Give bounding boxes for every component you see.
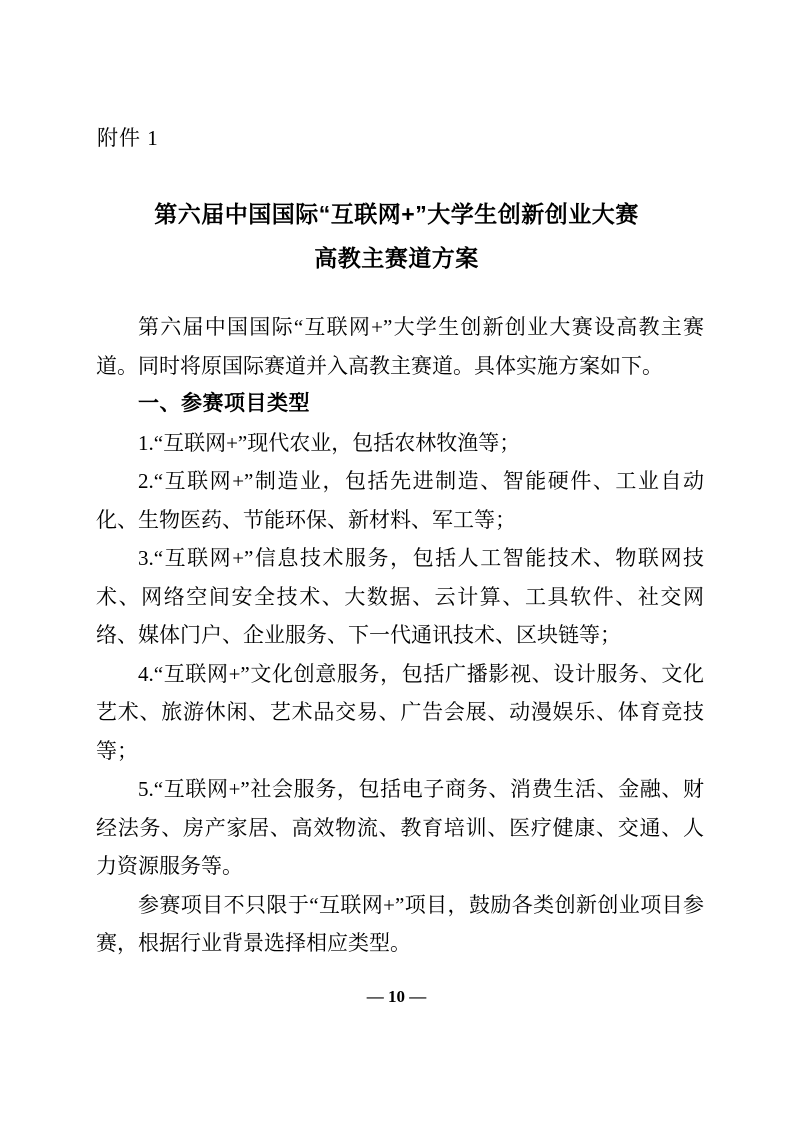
attachment-label: 附件 1 [97, 126, 159, 150]
title-line-1: 第六届中国国际“互联网+”大学生创新创业大赛 [154, 201, 639, 227]
section-heading: 一、参赛项目类型 [138, 392, 310, 415]
list-item-2: 2.“互联网+”制造业，包括先进制造、智能硬件、工业自动化、生物医药、节能环保、新材料、军工等； [96, 469, 704, 532]
document-body [96, 308, 704, 963]
list-item-5: 5.“互联网+”社会服务，包括电子商务、消费生活、金融、财经法务、房产家居、高效物流、教育培训、医疗健康、交通、人力资源服务等。 [96, 777, 704, 878]
list-item-4: 4.“互联网+”文化创意服务，包括广播影视、设计服务、文化艺术、旅游休闲、艺术品交易、广告会展、动漫娱乐、体育竞技等； [96, 661, 704, 763]
page-number: — 10 — [366, 987, 427, 1006]
list-item-3: 3.“互联网+”信息技术服务，包括人工智能技术、物联网技术、网络空间安全技术、大数据、云计算、工具软件、社交网络、媒体门户、企业服务、下一代通讯技术、区块链等； [96, 546, 704, 647]
intro-paragraph: 第六届中国国际“互联网+”大学生创新创业大赛设高教主赛道。同时将原国际赛道并入高教主赛道。具体实施方案如下。 [96, 315, 704, 378]
list-item-1: 1.“互联网+”现代农业，包括农林牧渔等； [138, 430, 521, 455]
document-title [60, 192, 733, 280]
title-line-2: 高教主赛道方案 [314, 245, 479, 271]
closing-paragraph: 参赛项目不只限于“互联网+”项目，鼓励各类创新创业项目参赛，根据行业背景选择相应类型。 [96, 892, 704, 955]
